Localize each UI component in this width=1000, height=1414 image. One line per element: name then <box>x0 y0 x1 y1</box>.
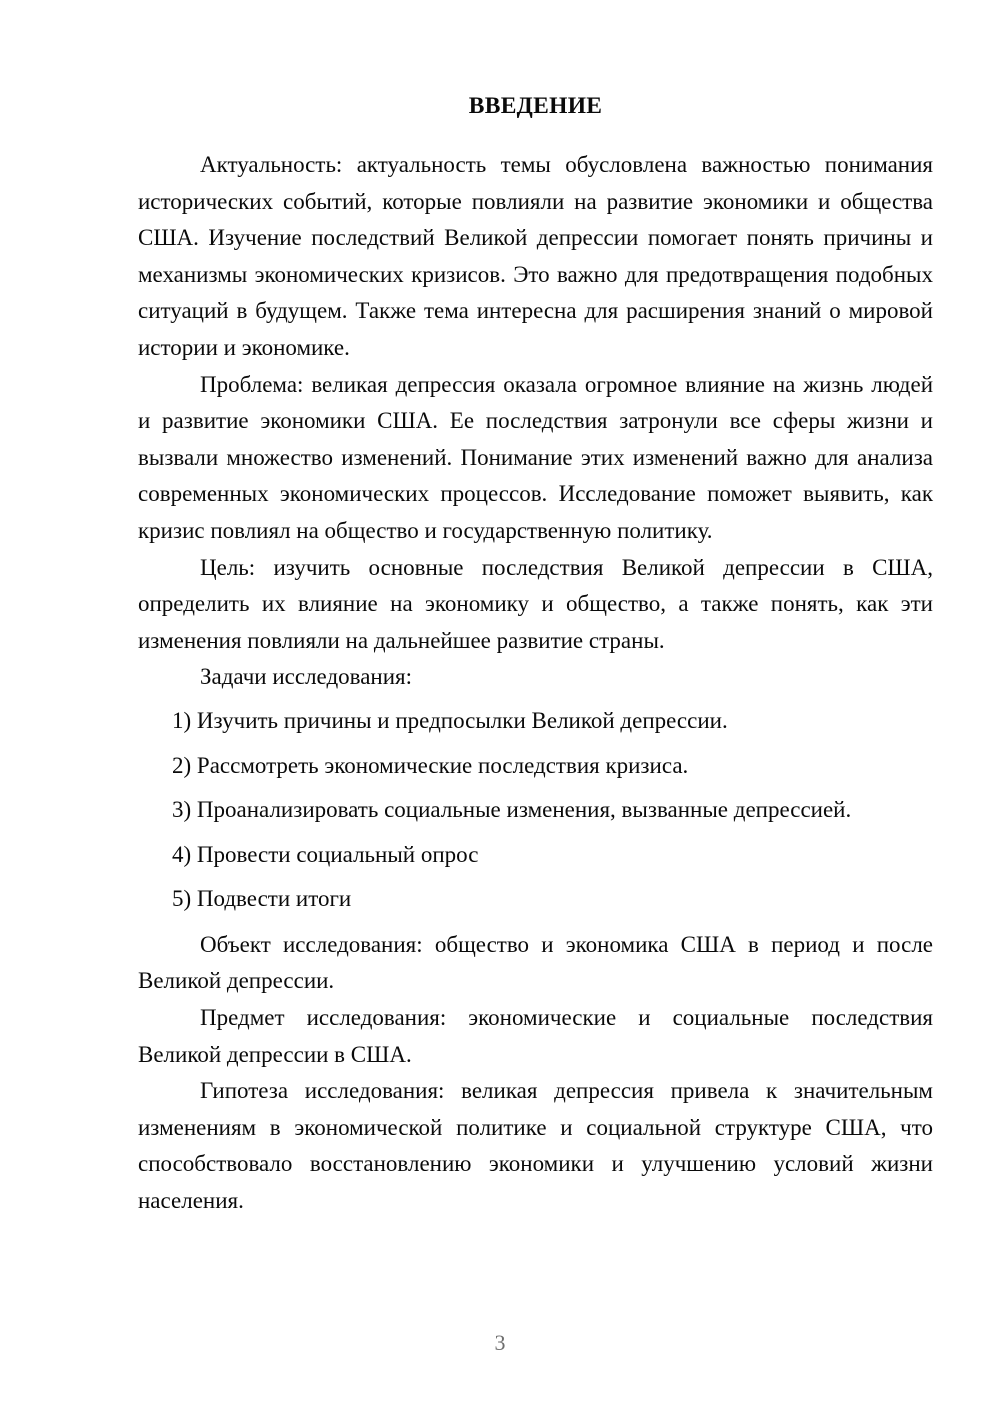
list-item: 5) Подвести итоги <box>172 886 352 912</box>
paragraph-hypothesis: Гипотеза исследования: великая депрессия привела к значительным изменениям в экономической политике и социальной структуре США, что способствовало восстановлению экономики и улучшению условий жизни населения. <box>138 1078 933 1214</box>
tasks-list <box>138 703 933 918</box>
list-item: 3) Проанализировать социальные изменения, вызванные депрессией. <box>172 797 852 823</box>
list-item: 4) Провести социальный опрос <box>172 841 479 867</box>
page-title: ВВЕДЕНИЕ <box>468 93 603 119</box>
paragraph-subject: Предмет исследования: экономические и социальные последствия Великой депрессии в США. <box>138 1005 933 1067</box>
list-item: 1) Изучить причины и предпосылки Великой депрессии. <box>172 707 728 733</box>
tasks-heading: Задачи исследования: <box>200 664 413 690</box>
paragraph-goal: Цель: изучить основные последствия Великой депрессии в США, определить их влияние на экономику и общество, а также понять, как эти изменения повлияли на дальнейшее развитие страны. <box>138 554 933 653</box>
paragraph-problem: Проблема: великая депрессия оказала огромное влияние на жизнь людей и развитие экономики США. Ее последствия затронули все сферы жизни и вызвали множество изменений. Понимание этих изменений важно для анализа современных экономических процессов. Исследование поможет выявить, как кризис повлиял на общество и государственную политику. <box>138 371 933 543</box>
paragraph-relevance: Актуальность: актуальность темы обусловлена важностью понимания исторических событий, которые повлияли на развитие экономики и общества США. Изучение последствий Великой депрессии помогает понять причины и механизмы экономических кризисов. Это важно для предотвращения подобных ситуаций в будущем. Также тема интересна для расширения знаний о мировой истории и экономике. <box>138 152 933 360</box>
document-body <box>138 88 933 1220</box>
list-item: 2) Рассмотреть экономические последствия кризиса. <box>172 752 689 778</box>
page-number: 3 <box>494 1330 506 1355</box>
paragraph-object: Объект исследования: общество и экономика США в период и после Великой депрессии. <box>138 931 933 994</box>
